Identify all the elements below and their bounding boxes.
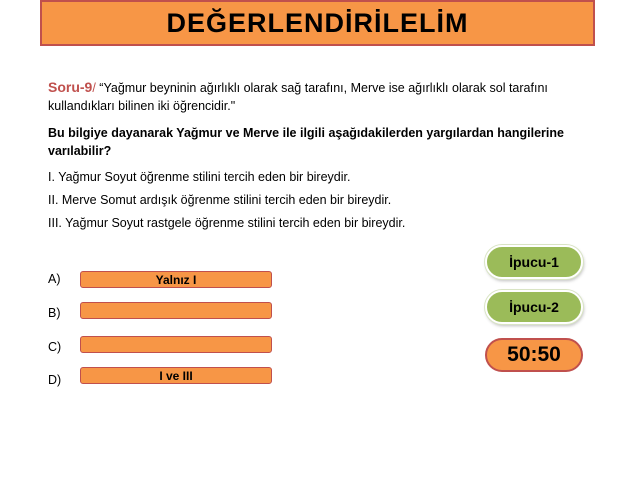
question-label: Soru-9 xyxy=(48,79,93,95)
page-title: DEĞERLENDİRİLELİM xyxy=(166,7,469,38)
question-slash: / xyxy=(92,81,96,95)
option-b-button[interactable] xyxy=(80,302,272,319)
hint-2-button[interactable] xyxy=(485,290,583,324)
title-bar xyxy=(40,0,595,46)
option-a-button[interactable] xyxy=(80,271,272,288)
option-c-button[interactable] xyxy=(80,336,272,353)
hint-1-label: İpucu-1 xyxy=(509,254,559,270)
option-a-letter: A) xyxy=(48,272,61,286)
fifty-fifty-button[interactable] xyxy=(485,338,583,372)
hint-1-button[interactable] xyxy=(485,245,583,279)
statement-2: II. Merve Somut ardışık öğrenme stilini tercih eden bir bireydir. xyxy=(48,193,392,207)
question-text xyxy=(48,78,618,115)
prompt-line-1: Bu bilgiye dayanarak Yağmur ve Merve ile ilgili aşağıdakilerden yargılardan hangilerine xyxy=(48,126,564,140)
fifty-fifty-label: 50:50 xyxy=(507,343,561,366)
option-d-text: I ve III xyxy=(159,368,193,383)
option-c-letter: C) xyxy=(48,340,62,354)
statement-1: I. Yağmur Soyut öğrenme stilini tercih eden bir bireydir. xyxy=(48,170,351,184)
option-d-letter: D) xyxy=(48,373,62,387)
option-a-text: Yalnız I xyxy=(155,272,197,287)
question-line-2: kullandıkları bilinen iki öğrencidir." xyxy=(48,99,236,113)
question-line-1: “Yağmur beyninin ağırlıklı olarak sağ tarafını, Merve ise ağırlıklı olarak sol tarafını xyxy=(95,81,548,95)
statement-3: III. Yağmur Soyut rastgele öğrenme stilini tercih eden bir bireydir. xyxy=(48,216,406,230)
question-prompt xyxy=(48,124,618,160)
prompt-line-2: varılabilir? xyxy=(48,144,112,158)
option-b-letter: B) xyxy=(48,306,61,320)
option-d-button[interactable] xyxy=(80,367,272,384)
hint-2-label: İpucu-2 xyxy=(509,299,559,315)
